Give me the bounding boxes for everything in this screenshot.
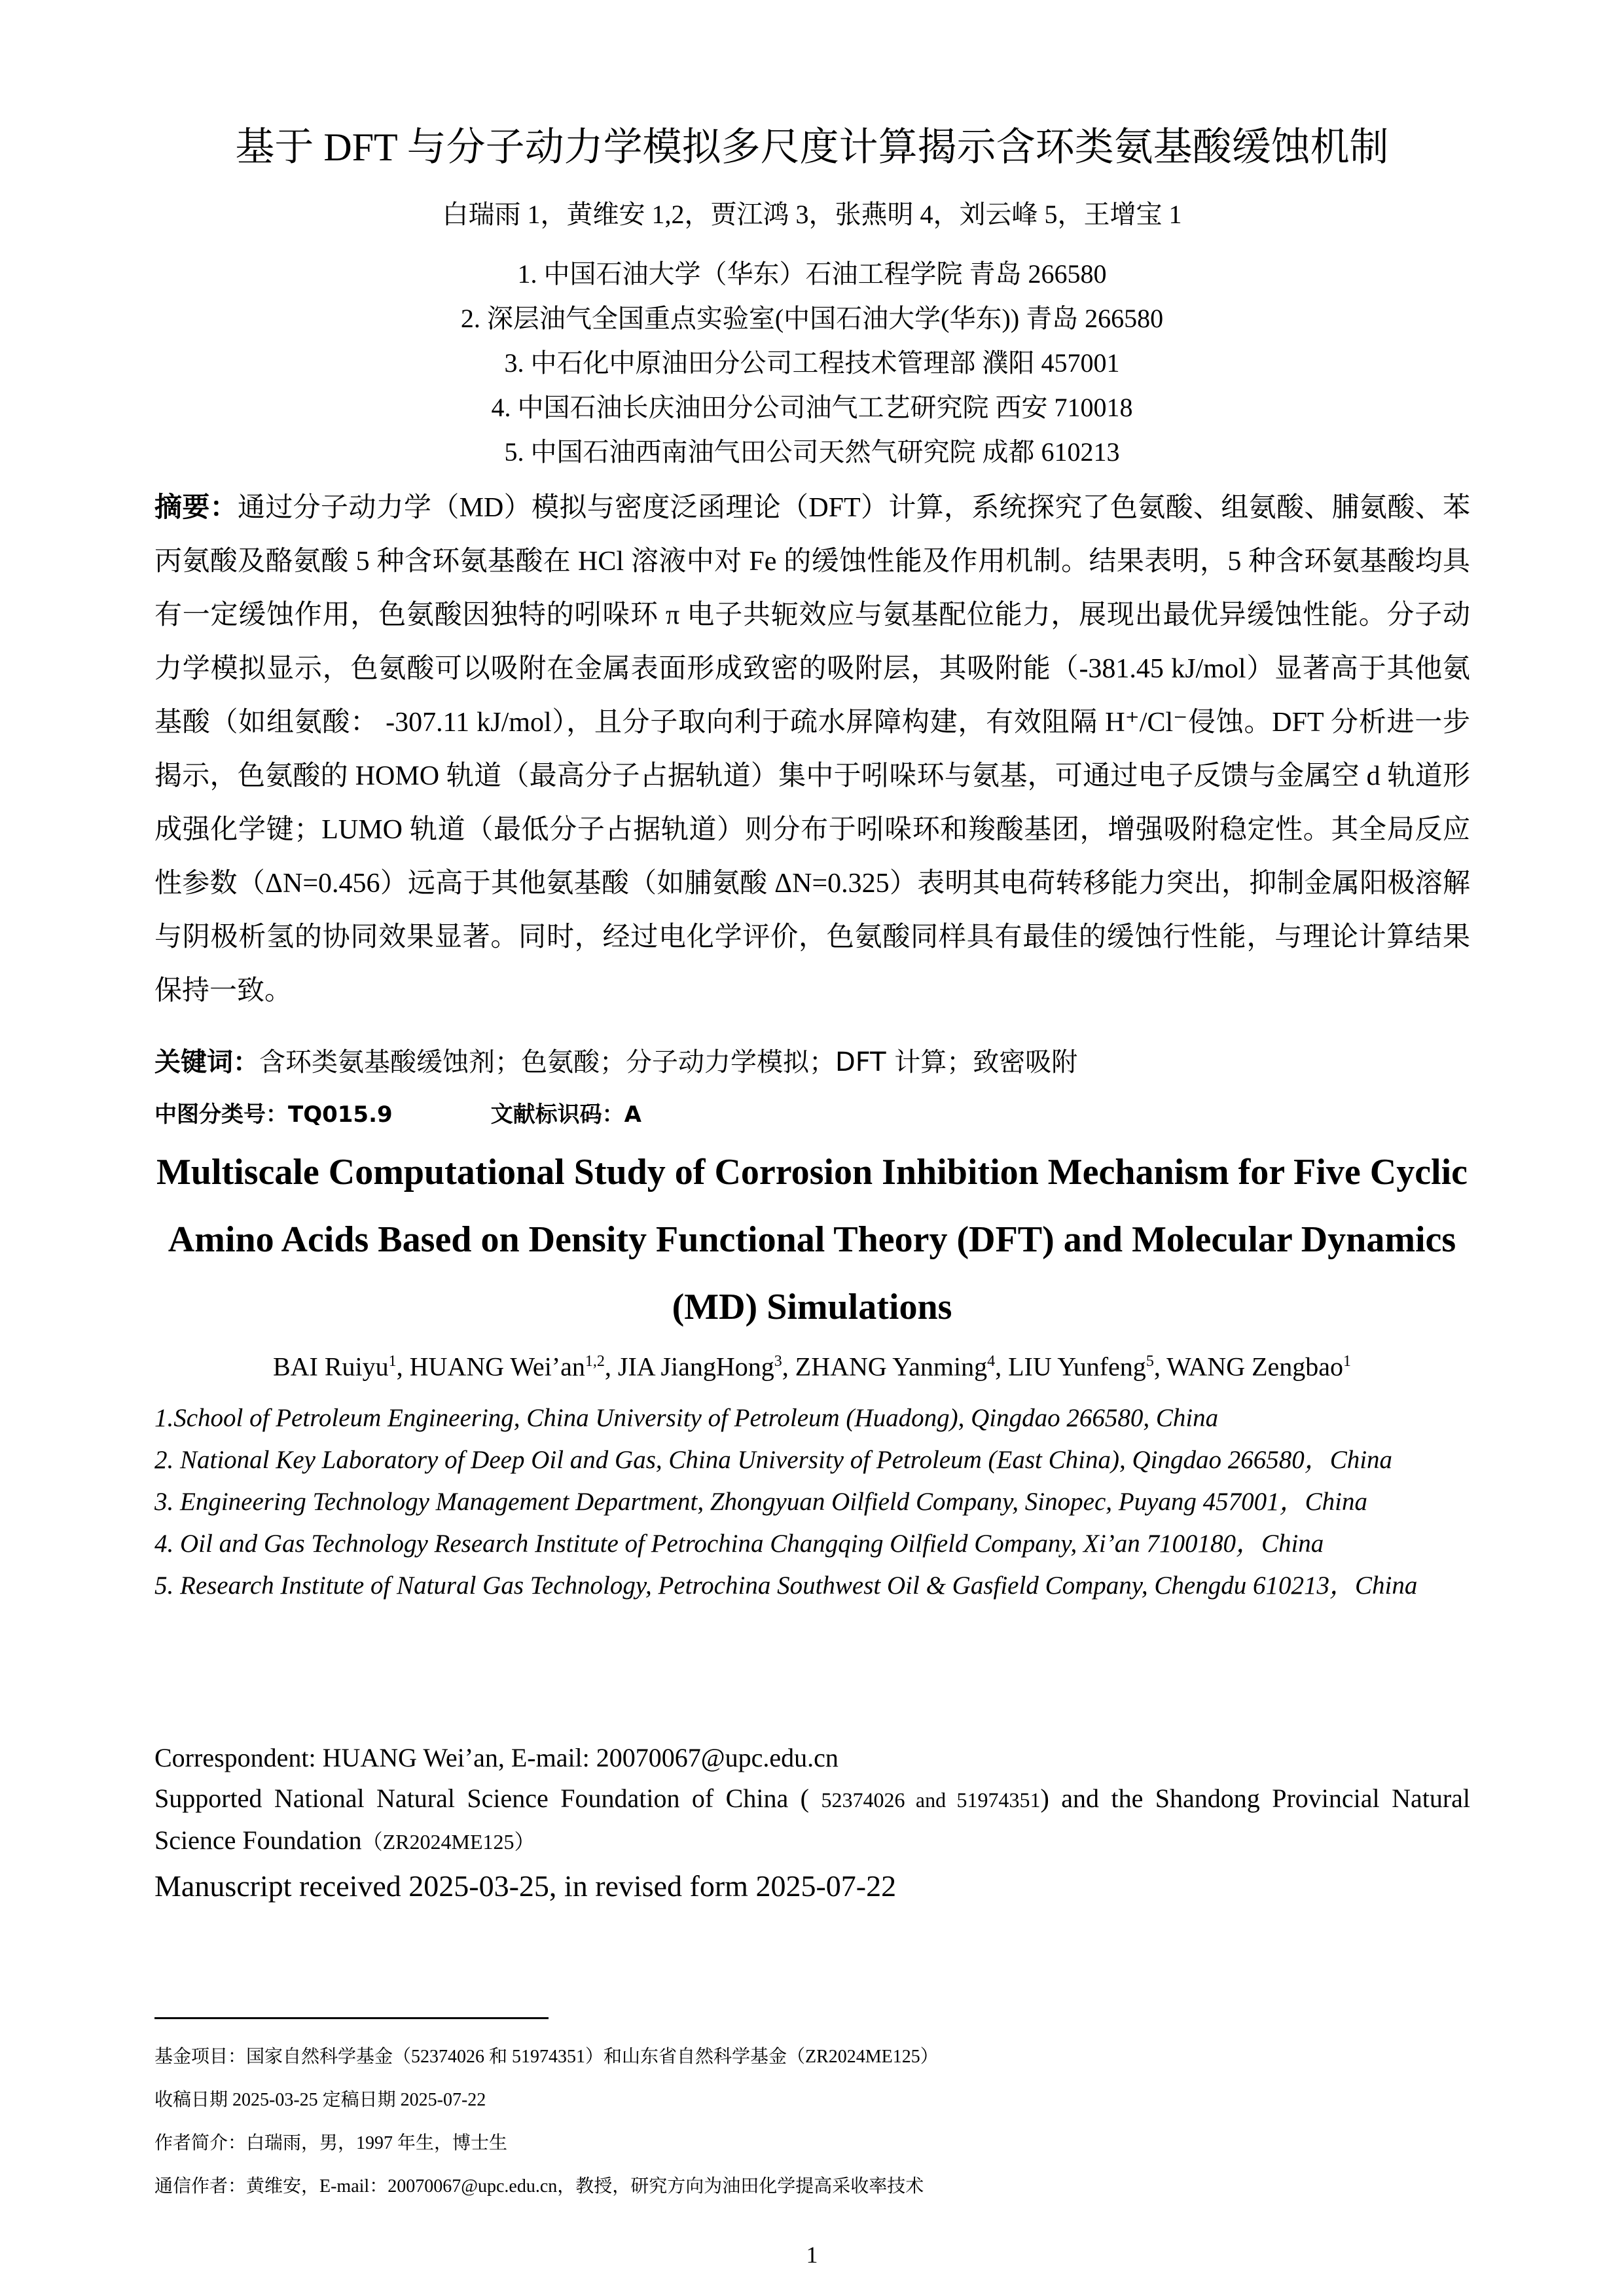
- author-name: JIA JiangHong: [617, 1352, 774, 1382]
- keywords-label: 关键词：: [154, 1047, 259, 1077]
- footnote: 基金项目：国家自然科学基金（52374026 和 51974351）和山东省自然科学基金（ZR2024ME125）: [154, 2047, 939, 2067]
- author-name: BAI Ruiyu: [272, 1352, 389, 1382]
- chinese-abstract: [154, 481, 1470, 1018]
- chinese-authors: 白瑞雨 1，黄维安 1,2，贾江鸿 3，张燕明 4，刘云峰 5，王增宝 1: [442, 200, 1182, 229]
- manuscript-received: Manuscript received 2025-03-25, in revised form 2025-07-22: [154, 1869, 897, 1903]
- chinese-title: 基于 DFT 与分子动力学模拟多尺度计算揭示含环类氨基酸缓蚀机制: [235, 126, 1389, 169]
- chinese-affiliation: 1. 中国石油大学（华东）石油工程学院 青岛 266580: [517, 259, 1107, 289]
- class-number: 中图分类号：TQ015.9: [154, 1102, 393, 1128]
- keywords-text: 含环类氨基酸缓蚀剂；色氨酸；分子动力学模拟；DFT 计算；致密吸附: [259, 1047, 1078, 1077]
- footnotes: [154, 2036, 1470, 2208]
- english-metadata: [154, 1738, 1470, 1910]
- footnote: 通信作者：黄维安，E-mail：20070067@upc.edu.cn，教授，研究方向为油田化学提高采收率技术: [154, 2176, 924, 2197]
- footnote: 收稿日期 2025-03-25 定稿日期 2025-07-22: [154, 2090, 486, 2110]
- english-affiliation: 1.School of Petroleum Engineering, China University of Petroleum (Huadong), Qingdao 266580, China: [154, 1404, 1219, 1432]
- footnote: 作者简介：白瑞雨，男，1997 年生，博士生: [154, 2133, 508, 2153]
- author-affiliation-mark: 1: [388, 1353, 397, 1370]
- author-name: LIU Yunfeng: [1008, 1352, 1146, 1382]
- author-affiliation-mark: 3: [774, 1353, 782, 1370]
- chinese-affiliation: 5. 中国石油西南油气田公司天然气研究院 成都 610213: [504, 437, 1120, 467]
- author-name: WANG Zengbao: [1166, 1352, 1344, 1382]
- footnote-divider: [154, 2017, 549, 2019]
- english-authors: BAI Ruiyu$^1$, HUANG Wei’an$^{1,2}$, JIA JiangHong$^3$, ZHANG Yanming$^4$, LIU Yunfeng$^5$, WANG Zengbao$^1$: [272, 1352, 1352, 1382]
- funding-text: Supported National Natural Science Foundation of China (: [154, 1784, 809, 1813]
- author-affiliation-mark: 1: [1343, 1353, 1352, 1370]
- grant-code: （ZR2024ME125）: [361, 1830, 535, 1854]
- document-code: 文献标识码：A: [490, 1102, 641, 1128]
- chinese-keywords: [154, 1041, 1470, 1084]
- abstract-label: 摘要：: [154, 493, 238, 523]
- author-affiliation-mark: 1,2: [585, 1353, 605, 1370]
- english-affiliation: 5. Research Institute of Natural Gas Technology, Petrochina Southwest Oil & Gasfield Company, Chengdu 610213，China: [154, 1571, 1418, 1600]
- correspondent-line: Correspondent: HUANG Wei’an, E-mail: 20070067@upc.edu.cn: [154, 1743, 839, 1772]
- english-affiliation: 4. Oil and Gas Technology Research Institute of Petrochina Changqing Oilfield Company, Xi’an 7100180，China: [154, 1530, 1324, 1558]
- author-name: ZHANG Yanming: [795, 1352, 988, 1382]
- abstract-text: 通过分子动力学（MD）模拟与密度泛函理论（DFT）计算，系统探究了色氨酸、组氨酸、脯氨酸、苯丙氨酸及酪氨酸 5 种含环氨基酸在 HCl 溶液中对 Fe 的缓蚀性能及作用机制。结果表明，5 种含环氨基酸均具有一定缓蚀作用，色氨酸因独特的吲哚环 π 电子共轭效应与氨基配位能力，展现出最优异缓蚀性能。分子动力学模拟显示，色氨酸可以吸附在金属表面形成致密的吸附层，其吸附能（-381.45 kJ/mol）显著高于其他氨基酸（如组氨酸： -307.11 kJ/mol），且分子取向利于疏水屏障构建，有效阻隔 H⁺/Cl⁻侵蚀。DFT 分析进一步揭示，色氨酸的 HOMO 轨道（最高分子占据轨道）集中于吲哚环与氨基，可通过电子反馈与金属空 d 轨道形成强化学键；LUMO 轨道（最低分子占据轨道）则分布于吲哚环和羧酸基团，增强吸附稳定性。其全局反应性参数（ΔN=0.456）远高于其他氨基酸（如脯氨酸 ΔN=0.325）表明其电荷转移能力突出，抑制金属阳极溶解与阴极析氢的协同效果显著。同时，经过电化学评价，色氨酸同样具有最佳的缓蚀行性能，与理论计算结果保持一致。: [154, 493, 1470, 1006]
- author-affiliation-mark: 5: [1146, 1353, 1154, 1370]
- funding-statement: [154, 1778, 1470, 1862]
- author-name: HUANG Wei’an: [409, 1352, 585, 1382]
- chinese-affiliation: 2. 深层油气全国重点实验室(中国石油大学(华东)) 青岛 266580: [460, 304, 1164, 333]
- english-affiliations: [154, 1397, 1470, 1607]
- page-number: 1: [806, 2242, 818, 2268]
- funding-text: ) and the Shandong Provincial Natural Science Foundation: [154, 1784, 1471, 1855]
- chinese-affiliation: 4. 中国石油长庆油田分公司油气工艺研究院 西安 710018: [491, 393, 1133, 422]
- chinese-affiliations: [131, 252, 1493, 475]
- english-title: Multiscale Computational Study of Corrosion Inhibition Mechanism for Five Cyclic Amino Acids Based on Density Functional Theory (DFT) and Molecular Dynamics (MD) Simulations: [156, 1152, 1468, 1327]
- chinese-affiliation: 3. 中石化中原油田分公司工程技术管理部 濮阳 457001: [504, 348, 1120, 378]
- author-affiliation-mark: 4: [987, 1353, 996, 1370]
- grant-numbers: 52374026 and 51974351: [821, 1788, 1041, 1812]
- english-affiliation: 2. National Key Laboratory of Deep Oil and Gas, China University of Petroleum (East China), Qingdao 266580，China: [154, 1446, 1393, 1474]
- english-affiliation: 3. Engineering Technology Management Department, Zhongyuan Oilfield Company, Sinopec, Puyang 457001，China: [154, 1488, 1367, 1516]
- classification-line: [154, 1098, 1470, 1131]
